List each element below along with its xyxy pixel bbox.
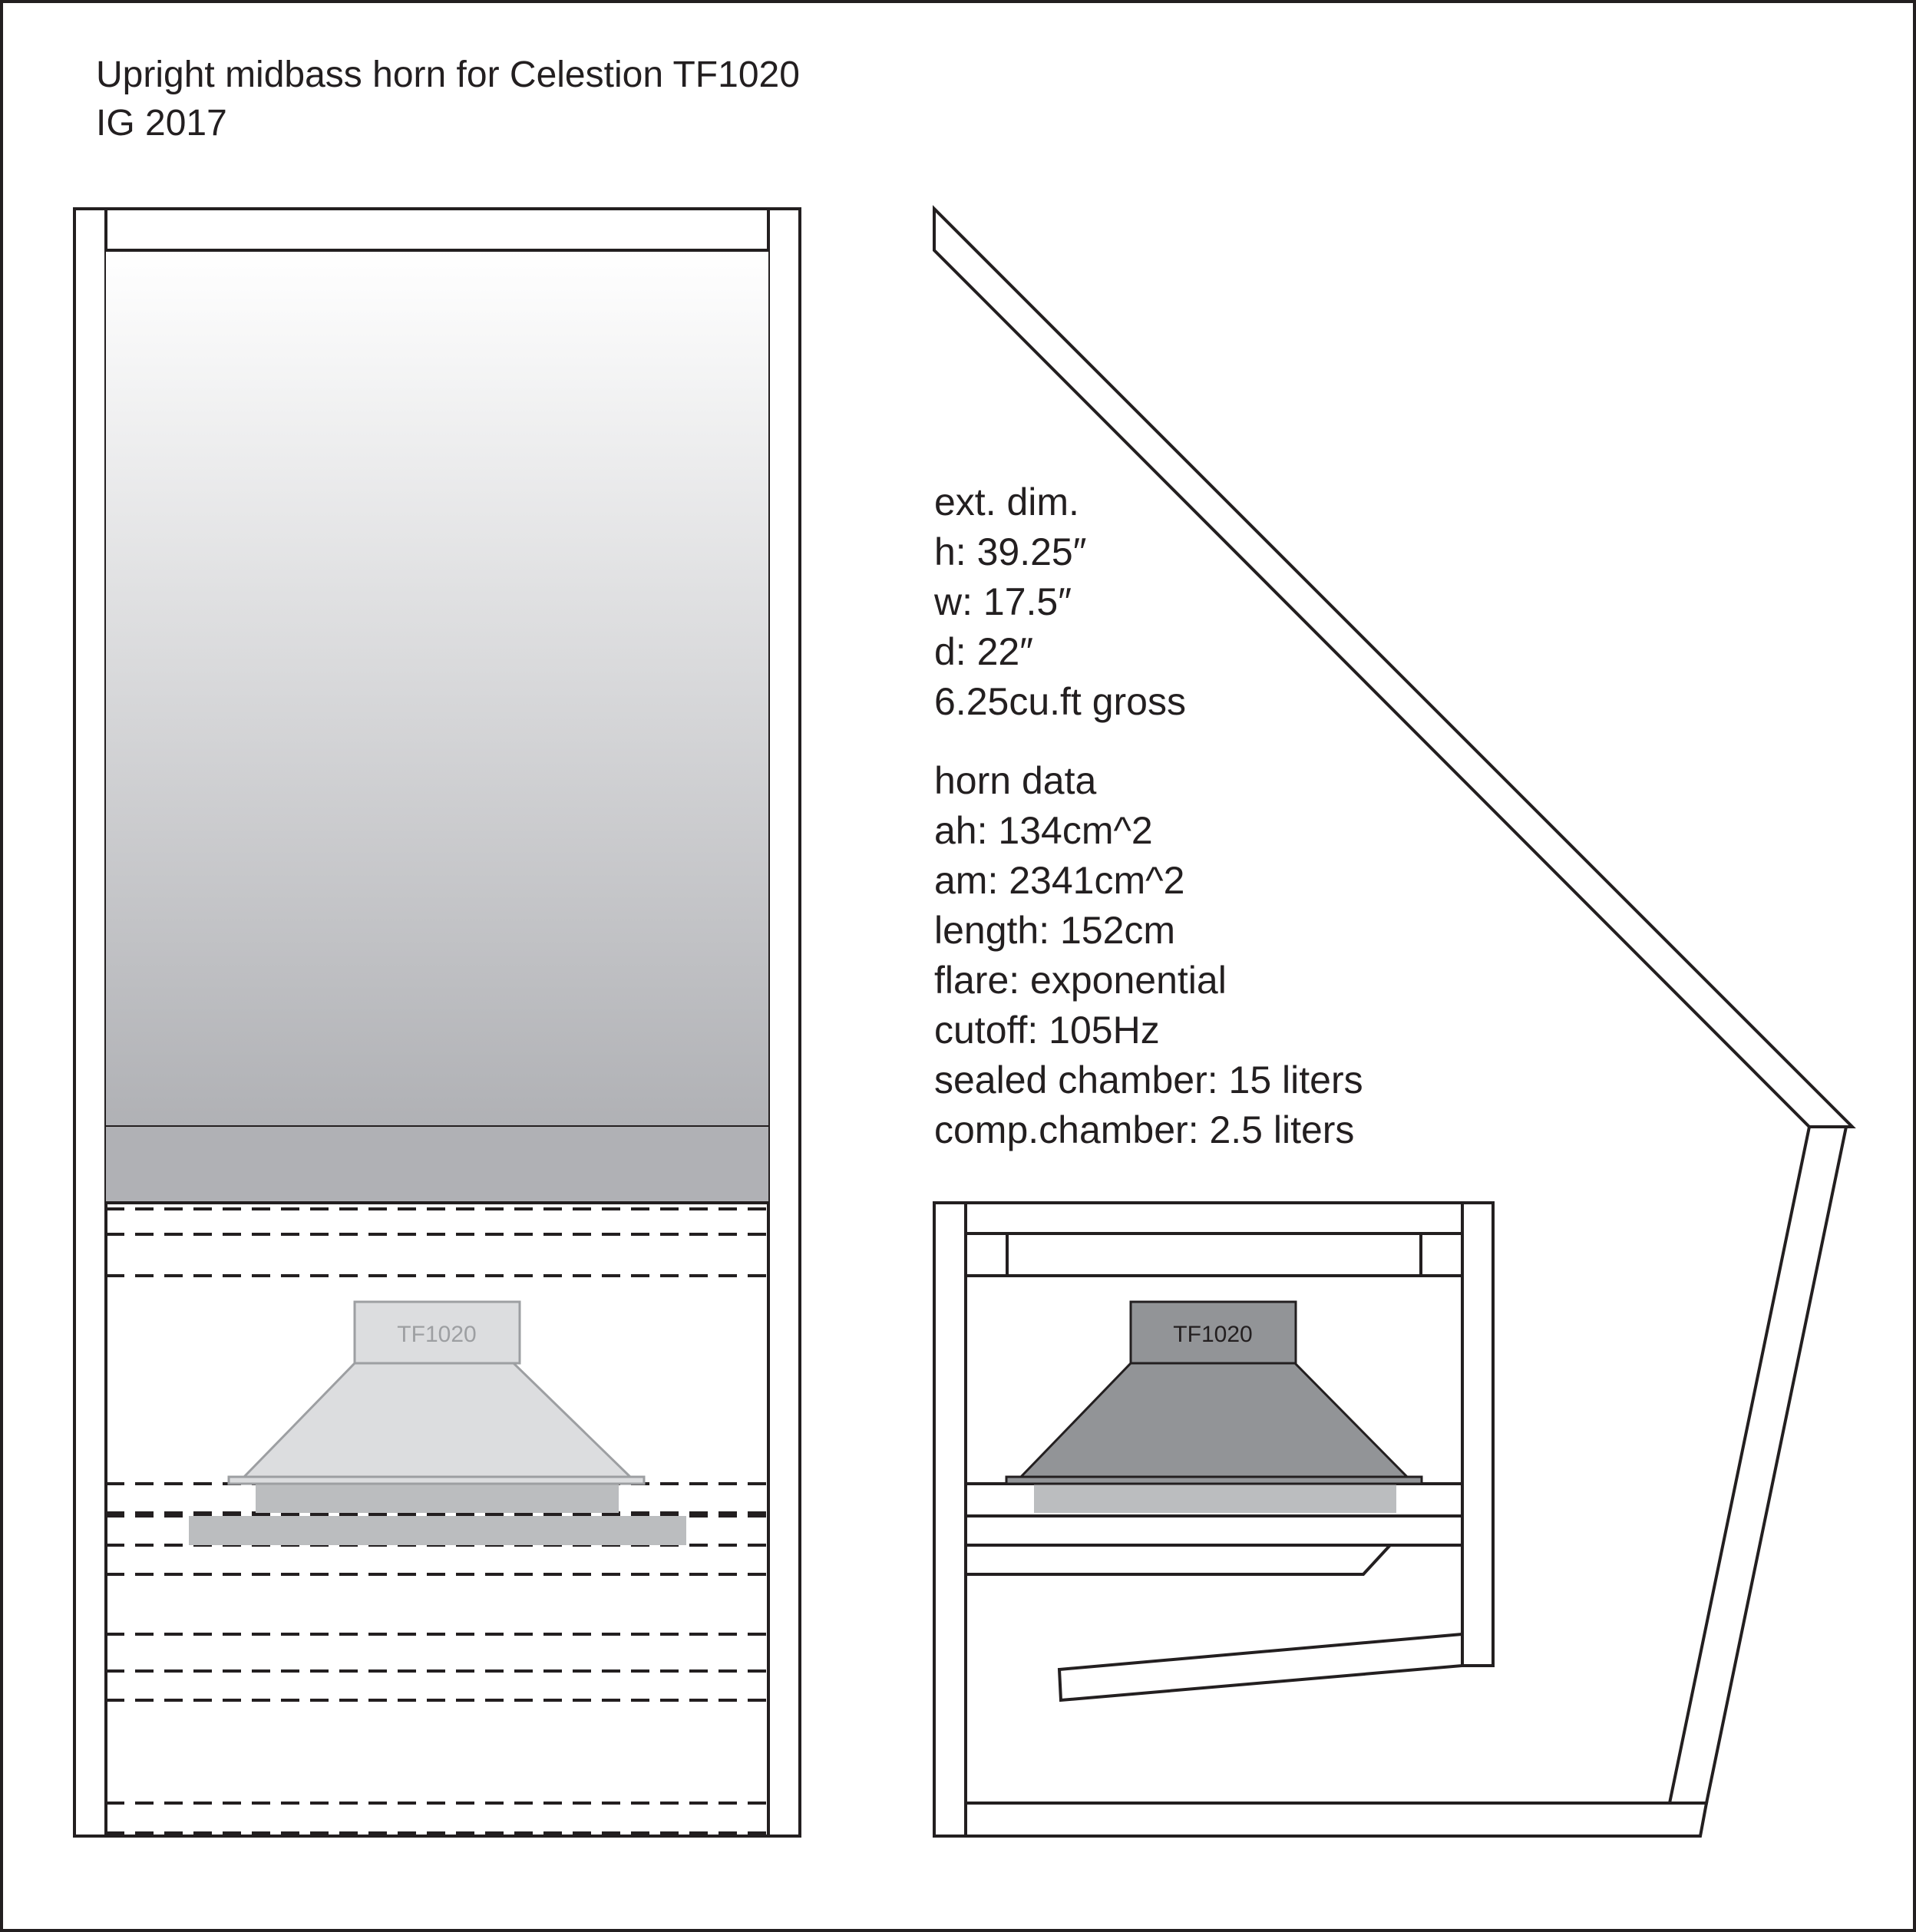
front-magnet-upper (256, 1484, 619, 1513)
side-angled-board (966, 1545, 1390, 1574)
ext-dim-depth: d: 22″ (934, 630, 1033, 673)
horn-data-comp-chamber: comp.chamber: 2.5 liters (934, 1108, 1355, 1151)
horn-data-am: am: 2341cm^2 (934, 859, 1185, 902)
side-lower-board (966, 1516, 1462, 1545)
front-driver (189, 1302, 686, 1545)
side-chamber-wall (1462, 1203, 1493, 1666)
front-left-panel (74, 209, 106, 1836)
front-driver-cone (244, 1363, 630, 1477)
side-magnet (1034, 1484, 1396, 1513)
horn-data-sealed-chamber: sealed chamber: 15 liters (934, 1058, 1363, 1101)
front-right-panel (768, 209, 800, 1836)
front-top-panel (106, 209, 768, 250)
horn-data-ah: ah: 134cm^2 (934, 809, 1153, 852)
ext-dim-height: h: 39.25″ (934, 530, 1087, 573)
mouth-band (106, 1127, 768, 1203)
side-inner-panel (1059, 1634, 1462, 1700)
front-driver-label: TF1020 (397, 1322, 477, 1347)
horn-data-heading: horn data (934, 759, 1097, 802)
horn-data-cutoff: cutoff: 105Hz (934, 1009, 1160, 1052)
horn-data-length: length: 152cm (934, 909, 1176, 952)
side-driver-label: TF1020 (1173, 1322, 1253, 1347)
side-bottom-board (966, 1803, 1706, 1836)
side-slanted-back (1670, 1127, 1846, 1803)
ext-dim-heading: ext. dim. (934, 481, 1079, 523)
ext-dim-gross: 6.25cu.ft gross (934, 680, 1186, 723)
side-upper-shelf (966, 1234, 1462, 1276)
side-driver-cone (1021, 1363, 1407, 1477)
side-driver (1006, 1302, 1422, 1513)
drawing-title: Upright midbass horn for Celestion TF1020 (96, 54, 800, 95)
ext-dim-width: w: 17.5″ (934, 580, 1072, 623)
side-chamber-top (966, 1203, 1462, 1234)
front-view (74, 209, 800, 1836)
front-magnet-lower (189, 1516, 686, 1545)
horn-mouth (106, 250, 768, 1127)
horn-data-flare: flare: exponential (934, 959, 1227, 1002)
side-front-baffle (934, 1203, 966, 1836)
drawing-author-year: IG 2017 (96, 103, 227, 144)
